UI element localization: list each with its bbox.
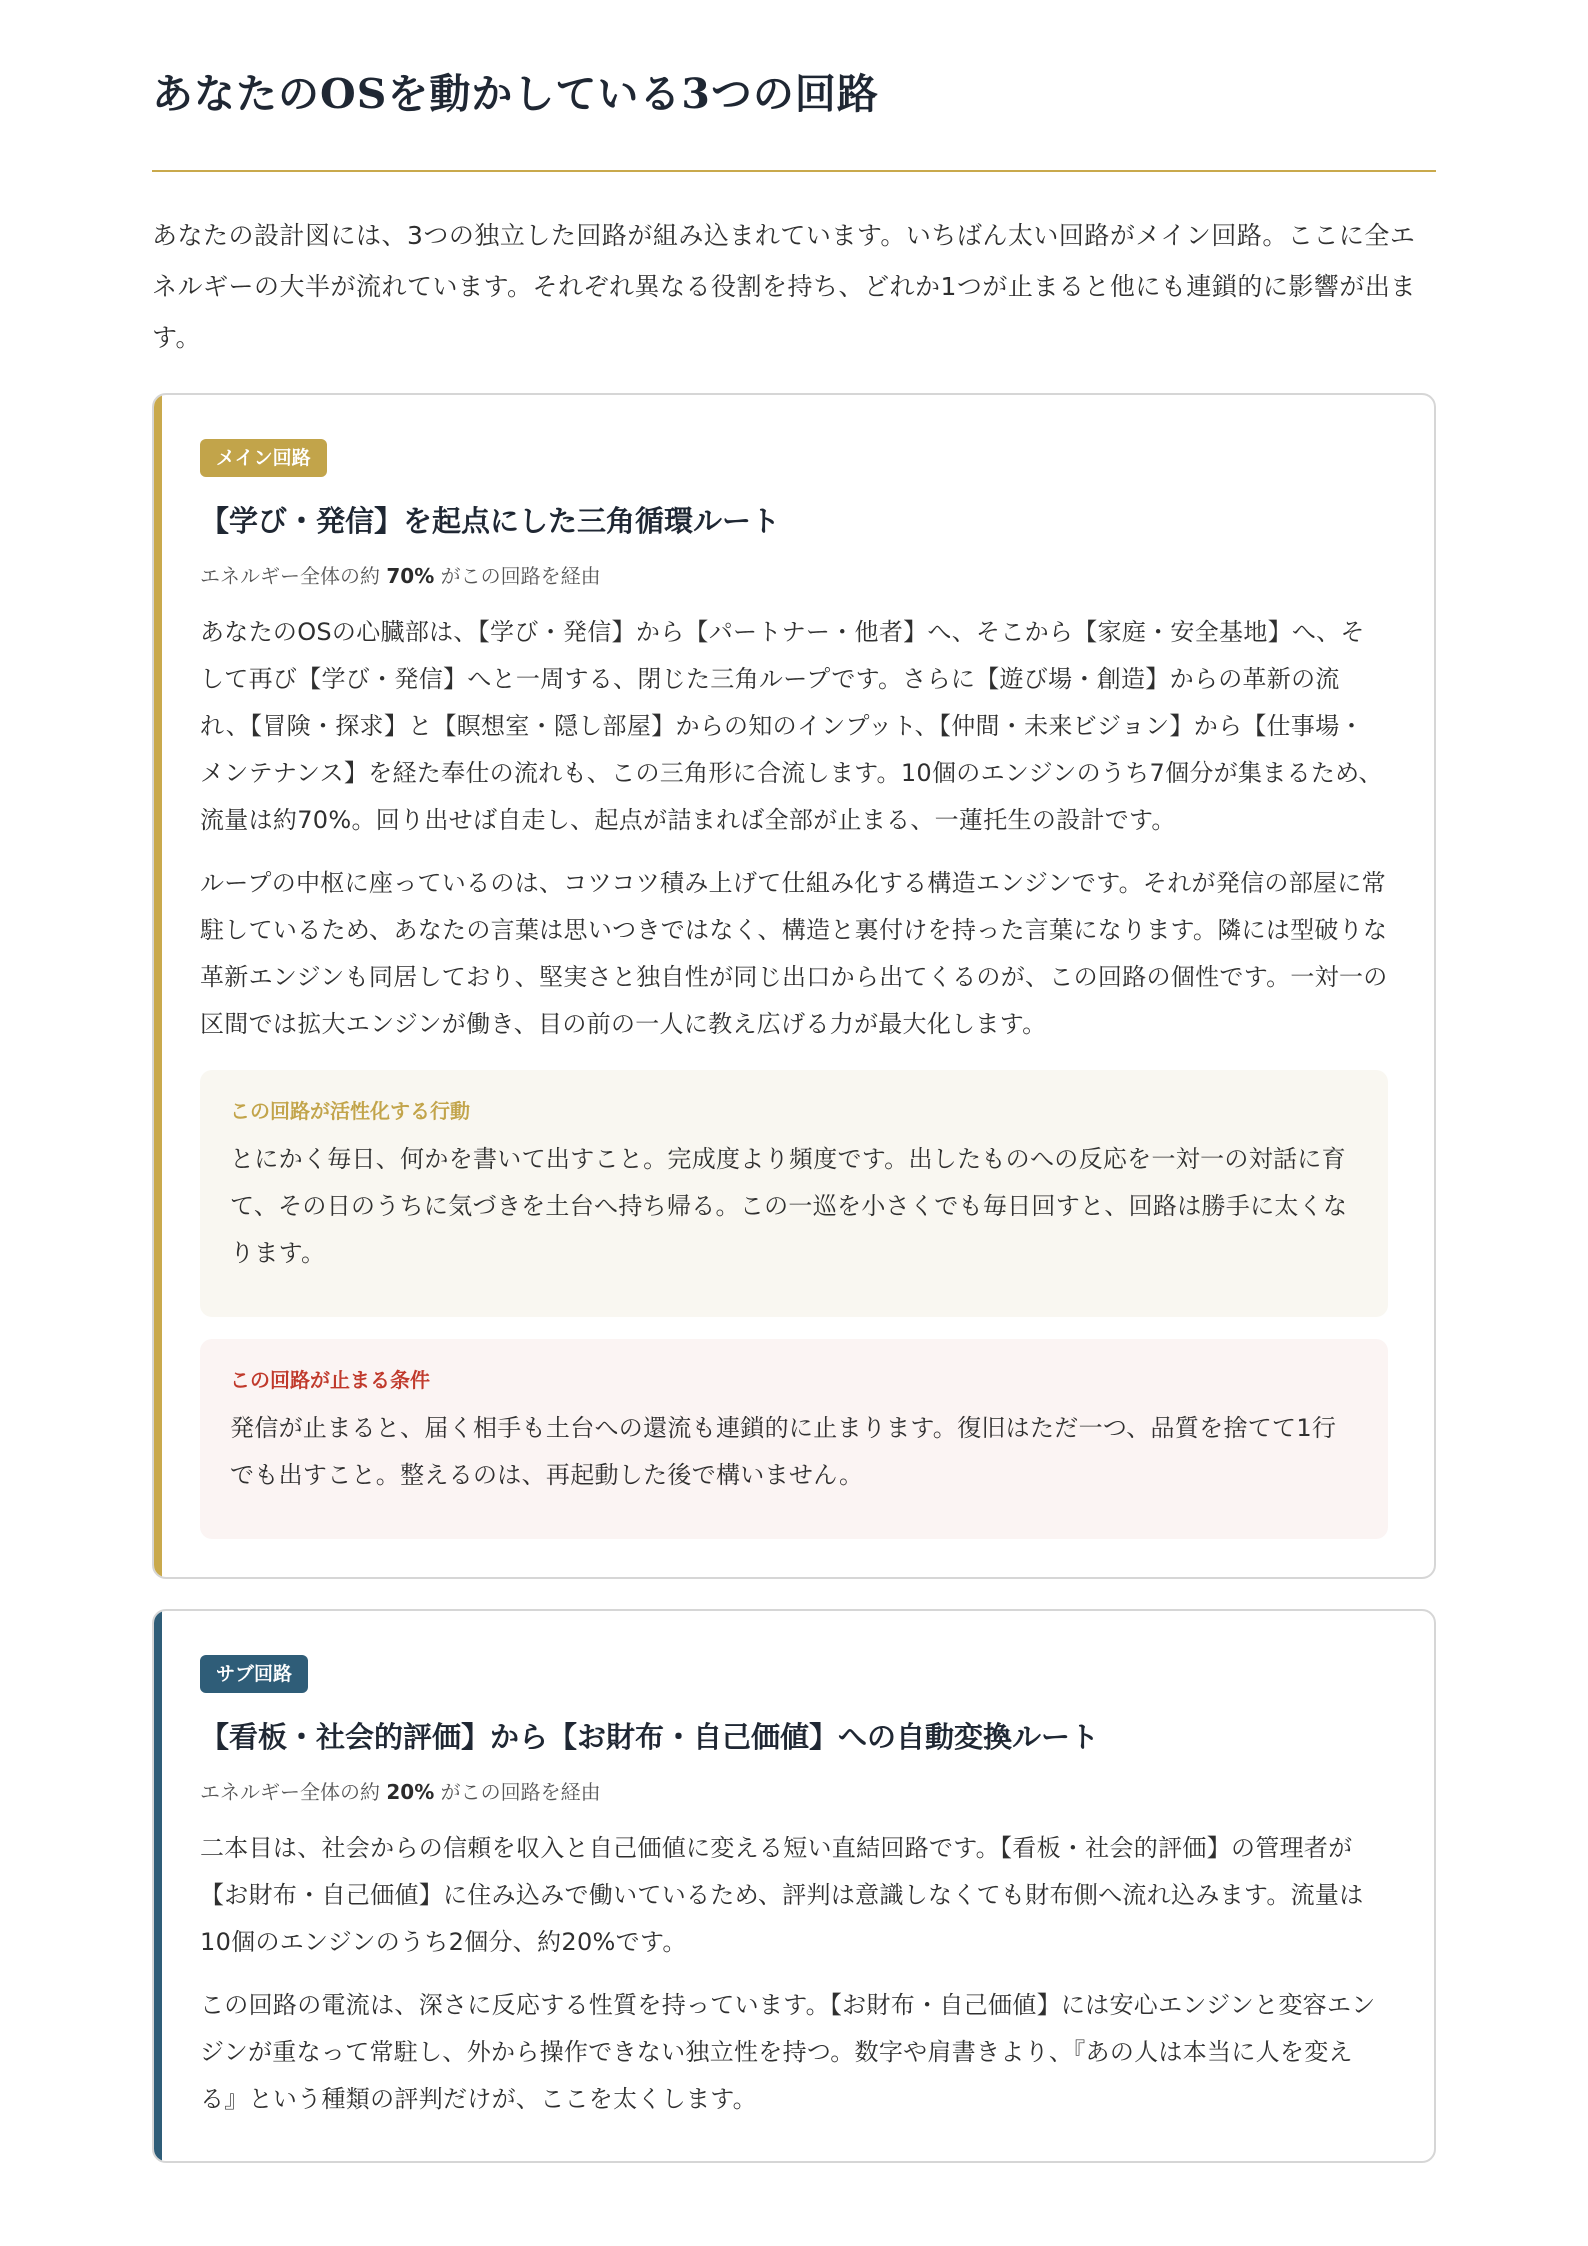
flow-prefix: エネルギー全体の約 [200,564,380,588]
flow-prefix: エネルギー全体の約 [200,1780,380,1804]
sub-circuit-flow [200,1777,1388,1807]
sub-circuit-badge: サブ回路 [200,1655,308,1693]
activate-box [200,1070,1388,1317]
main-circuit-badge: メイン回路 [200,439,327,477]
intro-text: あなたの設計図には、3つの独立した回路が組み込まれています。いちばん太い回路がメイン回路。ここに全エネルギーの大半が流れています。それぞれ異なる役割を持ち、どれか1つが止まると他にも連鎖的に影響が出ます。 [152,221,1416,352]
main-circuit-paragraph-1: あなたのOSの心臓部は、【学び・発信】から【パートナー・他者】へ、そこから【家庭・安全基地】へ、そして再び【学び・発信】へと一周する、閉じた三角ループです。さらに【遊び場・創造】からの革新の流れ、【冒険・探求】と【瞑想室・隠し部屋】からの知のインプット、【仲間・未来ビジョン】から【仕事場・メンテナンス】を経た奉仕の流れも、この三角形に合流します。10個のエンジンのうち7個分が集まるため、流量は約70%。回り出せば自走し、起点が詰まれば全部が止まる、一蓮托生の設計です。 [200,618,1383,834]
main-circuit-paragraph-2: ループの中枢に座っているのは、コツコツ積み上げて仕組み化する構造エンジンです。それが発信の部屋に常駐しているため、あなたの言葉は思いつきではなく、構造と裏付けを持った言葉になります。隣には型破りな革新エンジンも同居しており、堅実さと独自性が同じ出口から出てくるのが、この回路の個性です。一対一の区間では拡大エンジンが働き、目の前の一人に教え広げる力が最大化します。 [200,869,1388,1038]
sub-circuit-paragraph-2: この回路の電流は、深さに反応する性質を持っています。【お財布・自己価値】には安心エンジンと変容エンジンが重なって常駐し、外から操作できない独立性を持つ。数字や肩書きより、『あの人は本当に人を変える』という種類の評判だけが、ここを太くします。 [200,1991,1376,2113]
sub-circuit-paragraph-1: 二本目は、社会からの信頼を収入と自己価値に変える短い直結回路です。【看板・社会的評価】の管理者が【お財布・自己価値】に住み込みで働いているため、評判は意識しなくても財布側へ流れ込みます。流量は10個のエンジンのうち2個分、約20%です。 [200,1834,1364,1956]
sub-circuit-title: 【看板・社会的評価】から【お財布・自己価値】への自動変換ルート [200,1720,1100,1754]
main-circuit-card [152,393,1436,1579]
stop-label: この回路が止まる条件 [230,1368,430,1392]
sub-circuit-card [152,1609,1436,2163]
title-divider [152,170,1436,172]
stop-text: 発信が止まると、届く相手も土台への還流も連鎖的に止まります。復旧はただ一つ、品質を捨てて1行でも出すこと。整えるのは、再起動した後で構いません。 [230,1414,1337,1489]
flow-suffix: がこの回路を経由 [440,564,601,588]
flow-suffix: がこの回路を経由 [440,1780,601,1804]
main-circuit-flow [200,561,1388,591]
flow-value: 20% [386,1780,435,1804]
flow-value: 70% [386,564,435,588]
activate-text: とにかく毎日、何かを書いて出すこと。完成度より頻度です。出したものへの反応を一対一の対話に育て、その日のうちに気づきを土台へ持ち帰る。この一巡を小さくでも毎日回すと、回路は勝手に太くなります。 [230,1145,1348,1267]
stop-box [200,1339,1388,1539]
main-circuit-title: 【学び・発信】を起点にした三角循環ルート [200,504,781,538]
page-title: あなたのOSを動かしている3つの回路 [152,70,879,118]
activate-label: この回路が活性化する行動 [230,1099,470,1123]
